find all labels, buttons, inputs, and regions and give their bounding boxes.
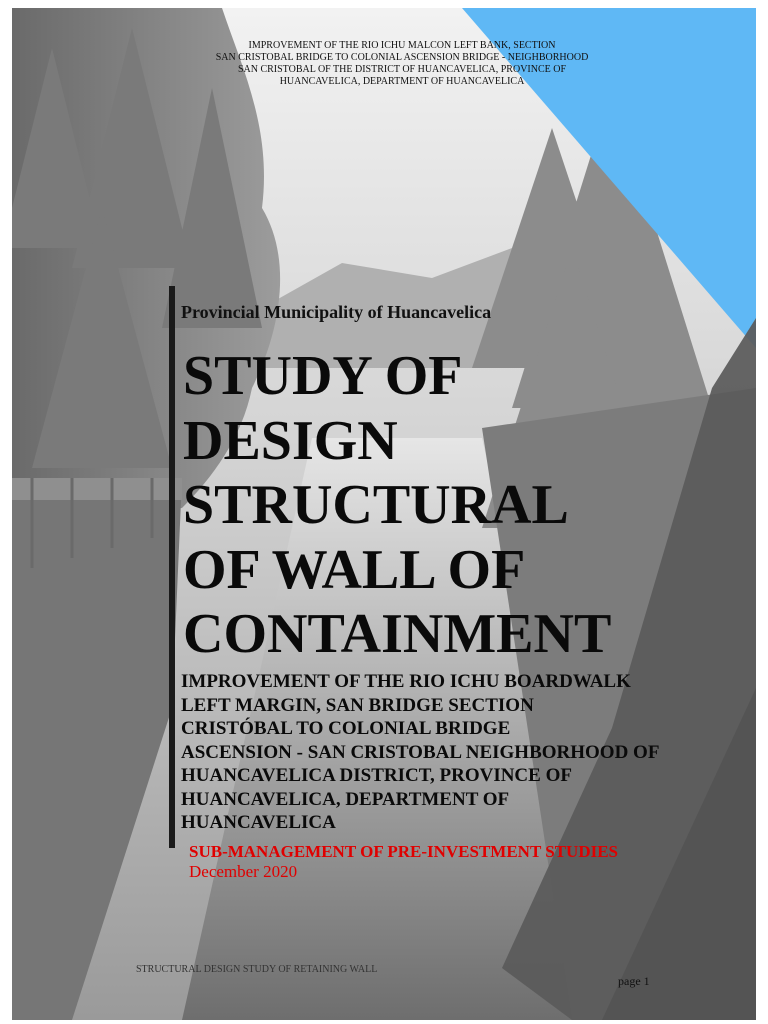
footer-running-title: STRUCTURAL DESIGN STUDY OF RETAINING WALL <box>136 964 378 975</box>
cover-page <box>12 8 756 1020</box>
header-line: SAN CRISTOBAL BRIDGE TO COLONIAL ASCENSION BRIDGE - NEIGHBORHOOD <box>215 52 589 63</box>
header-line: SAN CRISTOBAL OF THE DISTRICT OF HUANCAVELICA, PROVINCE OF <box>237 64 567 75</box>
project-subtitle <box>181 670 741 835</box>
title-line: OF WALL OF <box>183 538 526 601</box>
subtitle-line: LEFT MARGIN, SAN BRIDGE SECTION <box>181 694 534 716</box>
title-line: CONTAINMENT <box>183 603 612 665</box>
title-vertical-rule <box>169 286 175 848</box>
document-header <box>132 40 672 88</box>
title-line: STRUCTURAL <box>183 474 569 536</box>
subtitle-line: HUANCAVELICA <box>181 812 336 833</box>
organization-name: Provincial Municipality of Huancavelica <box>181 302 492 322</box>
sub-management-label: SUB-MANAGEMENT OF PRE-INVESTMENT STUDIES <box>189 842 619 861</box>
header-line: HUANCAVELICA, DEPARTMENT OF HUANCAVELICA <box>279 76 525 87</box>
page-number: page 1 <box>618 974 650 988</box>
left-railing <box>12 478 182 500</box>
subtitle-line: CRISTÓBAL TO COLONIAL BRIDGE <box>181 718 511 739</box>
subtitle-line: HUANCAVELICA, DEPARTMENT OF <box>181 788 510 810</box>
subtitle-line: IMPROVEMENT OF THE RIO ICHU BOARDWALK <box>181 671 631 692</box>
subtitle-line: HUANCAVELICA DISTRICT, PROVINCE OF <box>181 765 572 786</box>
title-line: STUDY OF <box>183 345 463 407</box>
title-line: DESIGN <box>183 409 398 472</box>
main-title <box>183 344 743 667</box>
subtitle-line: ASCENSION - SAN CRISTOBAL NEIGHBORHOOD OF <box>181 741 660 763</box>
header-line: IMPROVEMENT OF THE RIO ICHU MALCON LEFT BANK, SECTION <box>248 40 556 51</box>
publication-date: December 2020 <box>189 862 298 881</box>
